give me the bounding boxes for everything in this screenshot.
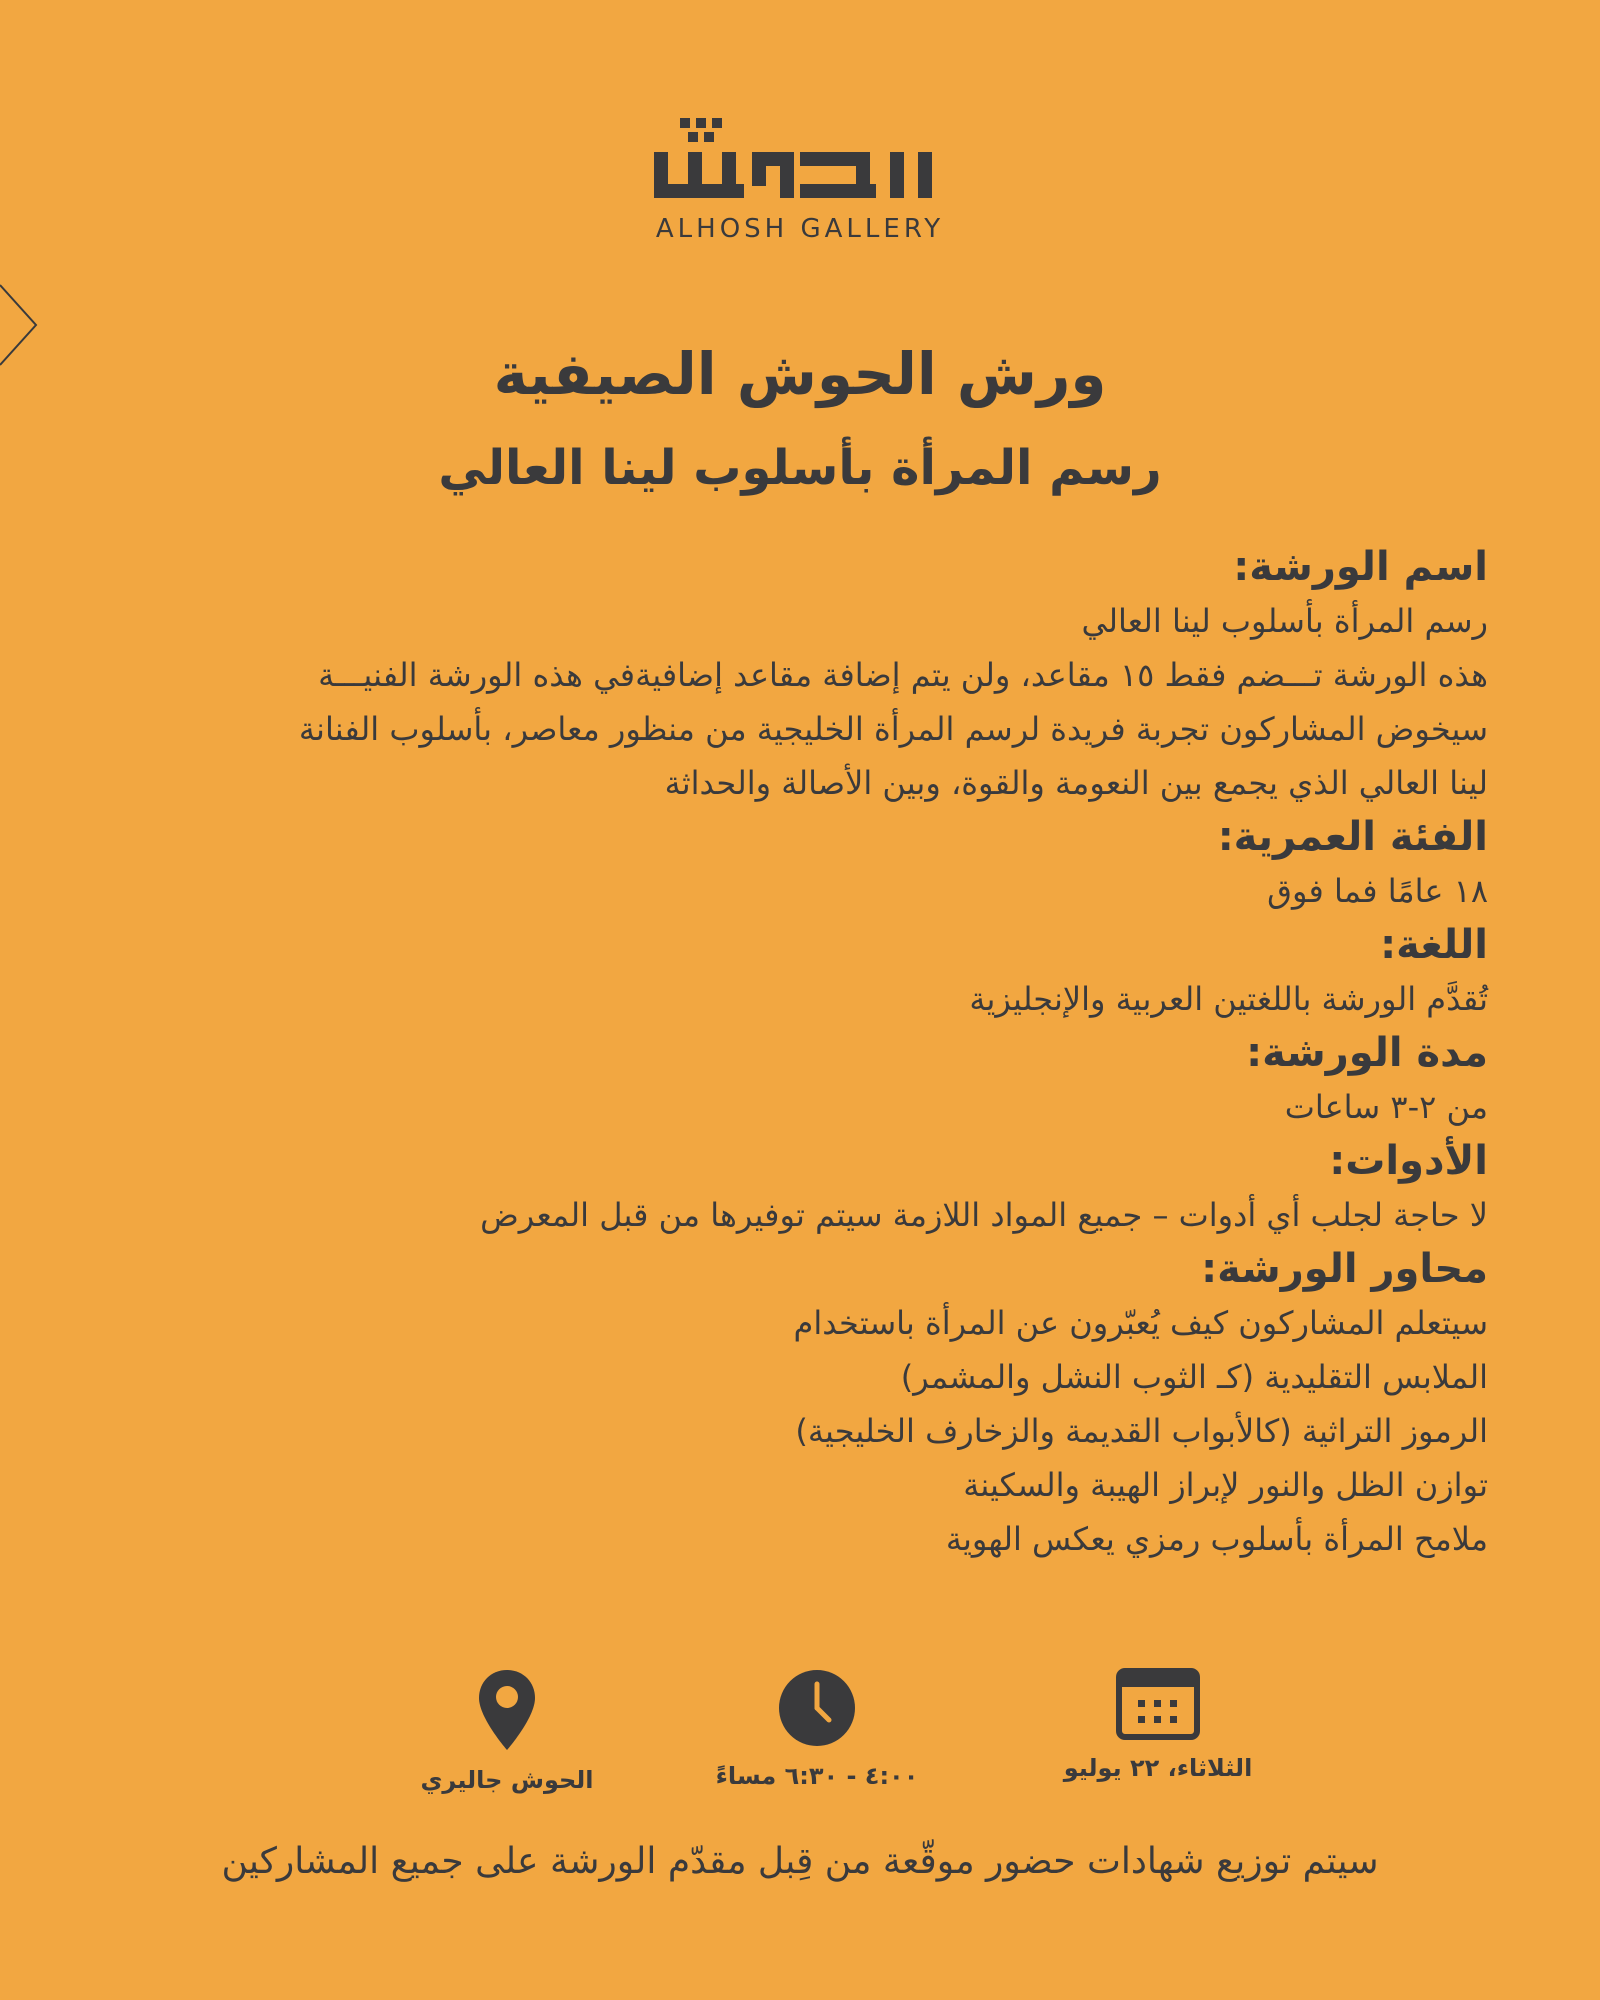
section-line: سيخوض المشاركون تجربة فريدة لرسم المرأة الخليجية من منظور معاصر، بأسلوب الفنانة xyxy=(298,710,1488,748)
section-line: لا حاجة لجلب أي أدوات – جميع المواد اللازمة سيتم توفيرها من قبل المعرض xyxy=(480,1196,1488,1234)
section-line: لينا العالي الذي يجمع بين النعومة والقوة، وبين الأصالة والحداثة xyxy=(664,764,1488,802)
section-age-group xyxy=(188,810,1488,918)
certificate-note: سيتم توزيع شهادات حضور موقّعة من قِبل مقدّم الورشة على جميع المشاركين xyxy=(221,1841,1379,1882)
section-topics xyxy=(188,1242,1488,1566)
section-duration xyxy=(188,1026,1488,1134)
logo-wordmark xyxy=(640,110,960,210)
gallery-logo xyxy=(0,110,1600,244)
section-line: الملابس التقليدية (كـ الثوب النشل والمشمر) xyxy=(900,1358,1488,1396)
section-line: ملامح المرأة بأسلوب رمزي يعكس الهوية xyxy=(945,1520,1488,1558)
section-workshop-name xyxy=(188,540,1488,810)
event-info-row xyxy=(0,1668,1600,1798)
section-line: هذه الورشة تـــضم فقط ١٥ مقاعد، ولن يتم إضافة مقاعد إضافيةفي هذه الورشة الفنيـــة xyxy=(318,656,1488,694)
clock-icon xyxy=(777,1668,857,1748)
event-time-label: ٤:٠٠ - ٦:٣٠ مساءً xyxy=(715,1762,919,1790)
section-line: ١٨ عامًا فما فوق xyxy=(1267,872,1488,910)
workshop-details xyxy=(188,540,1488,1566)
section-heading: مدة الورشة: xyxy=(1246,1030,1488,1076)
section-line: تُقدَّم الورشة باللغتين العربية والإنجليزية xyxy=(969,980,1488,1018)
event-date-label: الثلاثاء، ٢٢ يوليو xyxy=(1063,1754,1253,1782)
page-title: ورش الحوش الصيفية xyxy=(493,340,1107,408)
event-date xyxy=(1008,1668,1308,1782)
section-heading: اللغة: xyxy=(1380,922,1488,968)
section-line: رسم المرأة بأسلوب لينا العالي xyxy=(1081,602,1488,640)
calendar-icon xyxy=(1116,1668,1200,1740)
section-heading: الأدوات: xyxy=(1329,1138,1488,1184)
section-heading: اسم الورشة: xyxy=(1233,544,1488,590)
location-pin-icon xyxy=(477,1668,537,1752)
section-heading: الفئة العمرية: xyxy=(1217,814,1488,860)
event-location xyxy=(357,1668,657,1794)
section-line: الرموز التراثية (كالأبواب القديمة والزخارف الخليجية) xyxy=(795,1412,1488,1450)
logo-text: ALHOSH GALLERY xyxy=(655,214,945,244)
event-time xyxy=(667,1668,967,1790)
section-line: من ٢-٣ ساعات xyxy=(1284,1088,1488,1126)
page-subtitle: رسم المرأة بأسلوب لينا العالي xyxy=(438,440,1162,496)
section-language xyxy=(188,918,1488,1026)
event-location-label: الحوش جاليري xyxy=(420,1766,594,1794)
section-line: سيتعلم المشاركون كيف يُعبّرون عن المرأة باستخدام xyxy=(793,1304,1488,1342)
section-line: توازن الظل والنور لإبراز الهيبة والسكينة xyxy=(963,1466,1488,1504)
section-heading: محاور الورشة: xyxy=(1201,1246,1488,1292)
section-tools xyxy=(188,1134,1488,1242)
